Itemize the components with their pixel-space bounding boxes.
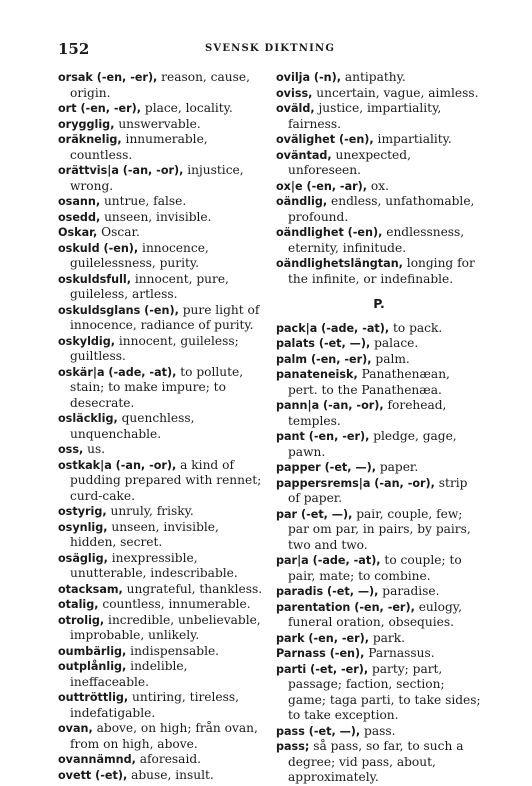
dictionary-entry xyxy=(58,334,264,365)
entry-definition: to couple; to pair, mate; to combine. xyxy=(288,553,462,583)
dictionary-entry xyxy=(58,520,264,551)
entry-definition: unruly, frisky. xyxy=(106,504,194,518)
entry-headword: otacksam, xyxy=(58,582,123,596)
entry-headword: parentation (-en, -er), xyxy=(276,600,415,614)
entry-definition: palace. xyxy=(370,336,419,350)
entry-headword: osynlig, xyxy=(58,520,108,534)
entry-definition: indelible, ineffaceable. xyxy=(70,659,188,689)
dictionary-entry xyxy=(58,194,264,210)
entry-definition: uncertain, vague, aimless. xyxy=(312,85,479,100)
dictionary-entry xyxy=(58,504,264,520)
dictionary-entry xyxy=(58,117,264,133)
entry-definition: countless, innumerable. xyxy=(98,597,251,611)
entry-headword: ovan, xyxy=(58,722,93,735)
entry-definition: party; part, passage; faction, section; game; taga parti, to take sides; to take exception. xyxy=(288,661,481,722)
entry-headword: osann, xyxy=(58,195,101,208)
dictionary-entry xyxy=(58,768,264,784)
entry-headword: Parnass (-en), xyxy=(276,647,365,660)
dictionary-entry xyxy=(58,582,264,598)
entry-headword: oskuldsglans (-en), xyxy=(58,303,179,317)
entry-headword: Oskar, xyxy=(58,226,98,239)
dictionary-entry xyxy=(58,225,264,241)
dictionary-entry xyxy=(276,553,482,584)
entry-headword: ort (-en, -er), xyxy=(58,102,142,115)
entry-definition: forehead, temples. xyxy=(288,398,447,428)
entry-headword: papper (-et, —), xyxy=(276,461,376,474)
dictionary-entry xyxy=(276,724,482,740)
entry-headword: ostyrig, xyxy=(58,505,107,518)
entry-definition: endlessness, eternity, infinitude. xyxy=(288,225,465,255)
dictionary-entry xyxy=(276,256,482,287)
entry-definition: reason, cause, origin. xyxy=(70,70,250,100)
dictionary-entry xyxy=(58,163,264,194)
entry-headword: ovannämnd, xyxy=(58,753,136,766)
entry-headword: palm (-en, -er), xyxy=(276,352,372,366)
entry-headword: orättvis|a (-an, -or), xyxy=(58,164,184,177)
dictionary-entry xyxy=(58,132,264,163)
dictionary-entry xyxy=(276,631,482,647)
dictionary-entry xyxy=(58,690,264,721)
dictionary-entry xyxy=(58,411,264,442)
entry-definition: injustice, wrong. xyxy=(70,163,244,193)
dictionary-entry xyxy=(58,210,264,226)
entry-headword: pass (-et, —), xyxy=(276,724,361,738)
entry-headword: ostkak|a (-an, -or), xyxy=(58,458,177,472)
entry-headword: ox|e (-en, -ar), xyxy=(276,179,367,193)
entry-headword: oss, xyxy=(58,443,84,456)
entry-definition: palm. xyxy=(371,351,410,366)
dictionary-entry xyxy=(58,303,264,334)
dictionary-entry xyxy=(58,659,264,690)
dictionary-entry xyxy=(276,662,482,724)
right-column-entries-o xyxy=(276,70,482,287)
entry-definition: Panathenæan, pert. to the Panathenæa. xyxy=(288,367,450,397)
entry-definition: endless, unfathomable, profound. xyxy=(288,194,475,224)
entry-headword: oväntad, xyxy=(276,148,332,162)
entry-definition: aforesaid. xyxy=(135,752,202,766)
entry-headword: oändlighetslängtan, xyxy=(276,257,403,270)
entry-headword: oskär|a (-ade, -at), xyxy=(58,365,177,379)
entry-headword: ovälighet (-en), xyxy=(276,133,374,146)
dictionary-entry xyxy=(58,644,264,660)
entry-headword: par|a (-ade, -at), xyxy=(276,554,381,567)
entry-headword: panateneisk, xyxy=(276,368,358,381)
entry-definition: us. xyxy=(83,442,106,456)
dictionary-entry xyxy=(276,148,482,179)
dictionary-entry xyxy=(276,352,482,368)
entry-definition: indispensable. xyxy=(126,643,220,658)
dictionary-entry xyxy=(276,739,482,786)
entry-headword: osläcklig, xyxy=(58,412,118,425)
entry-definition: pledge, gage, pawn. xyxy=(288,429,457,459)
entry-definition: park. xyxy=(368,630,406,645)
entry-headword: park (-en, -er), xyxy=(276,631,369,645)
entry-headword: palats (-et, —), xyxy=(276,337,371,350)
dictionary-entry xyxy=(276,507,482,554)
dictionary-entry xyxy=(276,132,482,148)
entry-definition: to pollute, stain; to make impure; to desecrate. xyxy=(70,364,244,410)
dictionary-entry xyxy=(276,584,482,600)
dictionary-entry xyxy=(58,272,264,303)
dictionary-entry xyxy=(276,86,482,102)
section-letter: P. xyxy=(373,296,385,311)
entry-headword: orsak (-en, -er), xyxy=(58,71,158,84)
dictionary-entry xyxy=(58,458,264,505)
dictionary-entry xyxy=(58,597,264,613)
entry-headword: outtröttlig, xyxy=(58,691,129,704)
entry-headword: otalig, xyxy=(58,598,99,611)
page-header xyxy=(58,40,482,60)
entry-definition: unseen, invisible, hidden, secret. xyxy=(70,519,219,549)
entry-definition: pass. xyxy=(360,723,396,738)
entry-definition: paper. xyxy=(375,460,419,474)
dictionary-entry xyxy=(58,551,264,582)
entry-definition: pure light of innocence, radiance of purity. xyxy=(70,302,260,332)
entry-headword: oviss, xyxy=(276,86,313,100)
entry-headword: osedd, xyxy=(58,210,101,224)
entry-definition: innocent, pure, guileless, artless. xyxy=(70,271,229,301)
dictionary-entry xyxy=(58,365,264,412)
entry-definition: place, locality. xyxy=(141,101,233,115)
entry-headword: par (-et, —), xyxy=(276,507,353,521)
entry-definition: innocent, guileless; guiltless. xyxy=(70,333,239,363)
entry-definition: inexpressible, unutterable, indescribable. xyxy=(70,550,238,580)
entry-headword: osäglig, xyxy=(58,551,108,565)
entry-headword: oskuldsfull, xyxy=(58,272,132,286)
dictionary-entry xyxy=(276,179,482,195)
entry-headword: pass; xyxy=(276,740,310,753)
entry-definition: impartiality. xyxy=(373,132,452,146)
entry-definition: quenchless, unquenchable. xyxy=(70,411,195,441)
entry-definition: a kind of pudding prepared with rennet; curd-cake. xyxy=(70,457,262,503)
entry-definition: unexpected, unforeseen. xyxy=(288,147,411,177)
dictionary-entry xyxy=(58,613,264,644)
entry-definition: abuse, insult. xyxy=(127,767,214,782)
entry-definition: unseen, invisible. xyxy=(100,209,212,224)
dictionary-entry xyxy=(276,225,482,256)
entry-headword: ovett (-et), xyxy=(58,768,128,782)
entry-definition: Parnassus. xyxy=(364,646,435,660)
entry-definition: så pass, so far, to such a degree; vid pass, about, approximately. xyxy=(288,739,464,784)
entry-definition: paradise. xyxy=(378,584,440,598)
entry-headword: oskuld (-en), xyxy=(58,241,139,255)
dictionary-entry xyxy=(276,460,482,476)
page-number: 152 xyxy=(58,40,90,58)
entry-definition: pair, couple, few; par om par, in pairs, by pairs, two and two. xyxy=(288,506,471,552)
entry-headword: pant (-en, -er), xyxy=(276,430,370,443)
entry-definition: ungrateful, thankless. xyxy=(122,581,263,596)
entry-headword: ovilja (-n), xyxy=(276,71,342,84)
dictionary-entry xyxy=(276,101,482,132)
dictionary-entry xyxy=(58,70,264,101)
entry-headword: orygglig, xyxy=(58,117,115,131)
entry-headword: paradis (-et, —), xyxy=(276,585,379,598)
dictionary-entry xyxy=(276,476,482,507)
entry-headword: pack|a (-ade, -at), xyxy=(276,321,390,335)
dictionary-entry xyxy=(58,101,264,117)
entry-definition: unswervable. xyxy=(114,116,201,131)
entry-definition: ox. xyxy=(367,178,389,193)
entry-headword: oväld, xyxy=(276,102,315,115)
entry-headword: otrolig, xyxy=(58,613,105,627)
running-head: SVENSK DIKTNING xyxy=(204,43,336,54)
dictionary-entry xyxy=(58,752,264,768)
dictionary-entry xyxy=(276,70,482,86)
dictionary-entry xyxy=(58,442,264,458)
entry-definition: longing for the infinite, or indefinable. xyxy=(288,256,475,286)
dictionary-entry xyxy=(276,600,482,631)
entry-definition: innumerable, countless. xyxy=(70,132,208,162)
entry-definition: strip of paper. xyxy=(288,475,468,505)
dictionary-entry xyxy=(58,721,264,752)
dictionary-entry xyxy=(276,194,482,225)
entry-headword: pann|a (-an, -or), xyxy=(276,399,384,412)
entry-definition: to pack. xyxy=(389,320,443,335)
entry-definition: incredible, unbelievable, improbable, unlikely. xyxy=(70,612,261,642)
entry-headword: oskyldig, xyxy=(58,334,116,348)
entry-headword: oräknelig, xyxy=(58,133,122,146)
dictionary-entry xyxy=(276,646,482,662)
entry-headword: oumbärlig, xyxy=(58,644,127,658)
entry-headword: oändlighet (-en), xyxy=(276,226,383,239)
dictionary-entry xyxy=(58,241,264,272)
entry-definition: Oscar. xyxy=(97,225,140,239)
entry-definition: antipathy. xyxy=(341,70,406,84)
dictionary-entry xyxy=(276,336,482,352)
dictionary-entry xyxy=(276,367,482,398)
entry-definition: innocence, guilelessness, purity. xyxy=(70,240,209,270)
entry-headword: pappersrems|a (-an, -or), xyxy=(276,476,435,490)
right-column xyxy=(276,70,482,786)
entry-definition: eulogy, funeral oration, obsequies. xyxy=(288,599,462,629)
entry-definition: above, on high; från ovan, from on high, above. xyxy=(70,721,258,751)
entry-headword: parti (-et, -er), xyxy=(276,662,369,676)
entry-headword: oändlig, xyxy=(276,195,328,208)
right-column-entries-p xyxy=(276,321,482,786)
dictionary-entry xyxy=(276,398,482,429)
left-column xyxy=(58,70,264,783)
entry-definition: untiring, tireless, indefatigable. xyxy=(70,690,240,720)
entry-definition: untrue, false. xyxy=(100,194,187,208)
dictionary-entry xyxy=(276,429,482,460)
entry-definition: justice, impartiality, fairness. xyxy=(288,101,442,131)
entry-headword: outplånlig, xyxy=(58,660,127,673)
dictionary-entry xyxy=(276,321,482,337)
